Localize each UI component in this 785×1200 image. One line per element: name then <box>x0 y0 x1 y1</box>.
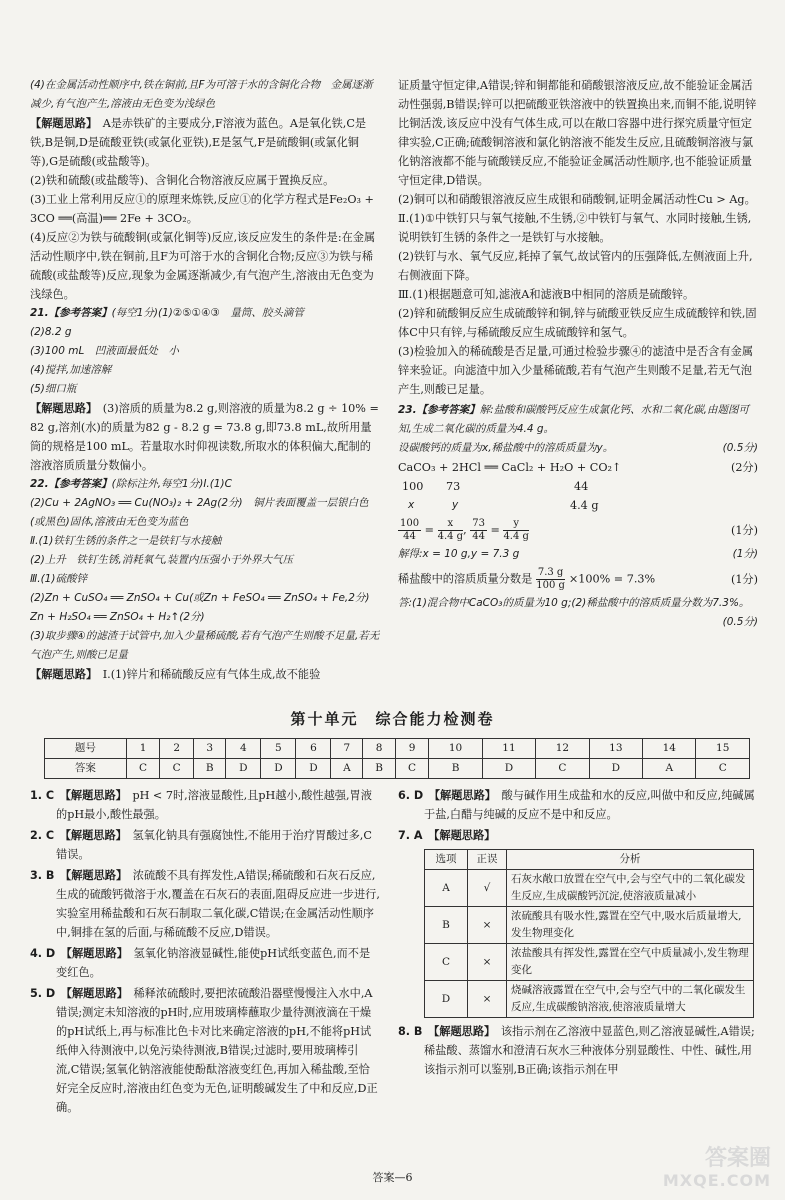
paragraph: (4)反应②为铁与硫酸铜(或氯化铜等)反应,该反应发生的条件是:在金属活动性顺序中,铁在铜前,且F为可溶于水的含铜化合物;反应③为铁与稀硫酸(或盐酸等)反应,现象为金属逐渐减少,有气泡产生,溶液由无色变为浅绿色。 <box>30 231 376 301</box>
table-header: 正误 <box>468 850 507 870</box>
question-text: 氢氧化钠具有强腐蚀性,不能用于治疗胃酸过多,C错误。 <box>56 829 372 861</box>
frac-bottom: 100 g <box>536 579 565 591</box>
paragraph: Ⅲ.(1)根据题意可知,滤液A和滤液B中相同的溶质是硫酸锌。 <box>398 288 695 301</box>
question-7 <box>398 826 758 845</box>
answer-cell: C <box>536 759 589 779</box>
q23-answer: 答:(1)混合物中CaCO₃的质量为10 g;(2)稀盐酸中的溶质质量分数为7.3%。 <box>398 597 750 609</box>
hint-tag: 【解题思路】 <box>54 789 122 802</box>
paragraph: (2)铁钉与水、氧气反应,耗掉了氧气,故试管内的压强降低,左侧液面上升,右侧液面下降。 <box>398 250 753 282</box>
answer-line: (3)100 mL 凹液面最低处 小 <box>30 345 179 357</box>
table-header: 选项 <box>425 850 468 870</box>
analysis-row <box>425 981 754 1018</box>
answer-tag: 【参考答案】 <box>48 307 112 319</box>
question-number-cell: 7 <box>331 739 363 759</box>
answer-line: (2)8.2 g <box>30 326 72 338</box>
score: (2分) <box>730 461 758 474</box>
analysis-row <box>425 944 754 981</box>
hint-text: A是赤铁矿的主要成分,F溶液为蓝色。A是氧化铁,C是铁,B是铜,D是硫酸亚铁(或氯化亚铁),E是氢气,F是硫酸铜(或氯化铜等),G是硫酸(或盐酸等)。 <box>30 117 367 168</box>
question-number-cell: 12 <box>536 739 589 759</box>
frac-bottom: 4.4 g <box>503 530 529 542</box>
verdict-cell: √ <box>468 870 507 907</box>
paragraph: (2)锌和硫酸铜反应生成硫酸锌和铜,锌与硫酸亚铁反应生成硫酸锌和铁,固体C中只有锌,与稀硫酸反应生成硫酸锌和氢气。 <box>398 307 757 339</box>
answer-line: (2)Zn + CuSO₄ ══ ZnSO₄ + Cu(或Zn + FeSO₄ ══ ZnSO₄ + Fe,2分) Zn + H₂SO₄ ══ ZnSO₄ + H₂↑(2分) <box>30 592 380 623</box>
q23-ratio: $\frac{100}{44}$ = $\frac{x}{4.4 g}$ , $\frac{73}{44}$ = $\frac{y}{4.4 g}$ (1分) <box>400 517 758 542</box>
answer-cell: D <box>226 759 261 779</box>
answer-line: (4)在金属活动性顺序中,铁在铜前,且F为可溶于水的含铜化合物 金属逐渐减少,有气泡产生,溶液由无色变为浅绿色 <box>30 79 373 110</box>
mass-value: 73 <box>446 480 461 493</box>
frac-top: 7.3 g <box>537 566 564 578</box>
mass-value: 44 <box>574 480 589 493</box>
frac-top: 100 <box>400 517 420 529</box>
question-number: 1. C <box>30 789 55 802</box>
question-item <box>30 866 380 942</box>
question-item <box>30 984 380 1117</box>
question-number-cell: 6 <box>296 739 331 759</box>
answer-cell: C <box>395 759 429 779</box>
answer-cell: B <box>193 759 225 779</box>
hint-tag: 【解题思路】 <box>54 869 122 882</box>
q23-intro: 解:盐酸和碳酸钙反应生成氯化钙、水和二氧化碳,由题图可知,生成二氧化碳的质量为4.4 g。 <box>398 404 749 435</box>
answer-cell: C <box>696 759 750 779</box>
answer-text: (每空1分)(1)②⑤①④③ 量筒、胶头滴管 <box>111 307 304 319</box>
q23-setup: 设碳酸钙的质量为x,稀盐酸中的溶质质量为y。 <box>398 442 614 454</box>
question-number: 22. <box>30 478 49 490</box>
mass-value: y <box>452 499 459 511</box>
answer-key-answers-row <box>45 759 750 779</box>
question-number: 21. <box>30 307 49 319</box>
question-number-cell: 8 <box>363 739 395 759</box>
answer-cell: D <box>261 759 296 779</box>
hint-tag: 【解题思路】 <box>30 668 92 681</box>
section-title: 第十单元 综合能力检测卷 <box>290 710 495 728</box>
question-text: 该指示剂在乙溶液中显蓝色,则乙溶液显碱性,A错误;稀盐酸、蒸馏水和澄清石灰水三种液体分别显酸性、中性、碱性,用该指示剂可以鉴别,B正确;该指示剂在甲 <box>424 1025 755 1076</box>
lower-right-column <box>398 786 758 1081</box>
hint-tag: 【解题思路】 <box>433 1025 490 1038</box>
row-label: 题号 <box>45 739 127 759</box>
watermark-url: MXQE.COM <box>662 1171 771 1190</box>
answer-cell: B <box>429 759 482 779</box>
question-text: 酸与碱作用生成盐和水的反应,叫做中和反应,纯碱属于盐,白醋与纯碱的反应不是中和反应。 <box>424 789 755 821</box>
analysis-cell: 浓盐酸具有挥发性,露置在空气中质量减小,发生物理变化 <box>507 944 754 981</box>
q23-mass-table <box>398 477 758 515</box>
score: (0.5分) <box>722 616 758 628</box>
conc-prefix: 稀盐酸中的溶质质量分数是 <box>398 572 533 585</box>
question-number-cell: 9 <box>395 739 429 759</box>
question-number-cell: 13 <box>589 739 642 759</box>
lower-left-column <box>30 786 380 1119</box>
answer-line: (3)取步骤④的滤渣于试管中,加入少量稀硫酸,若有气泡产生则酸不足量,若无气泡产生,则酸已足量 <box>30 630 380 661</box>
question-number: 3. B <box>30 869 55 882</box>
analysis-header-row <box>425 850 754 870</box>
question-number-cell: 14 <box>643 739 696 759</box>
analysis-row <box>425 870 754 907</box>
analysis-table <box>424 849 754 1018</box>
hint-tag: 【解题思路】 <box>30 117 92 130</box>
score: (1分) <box>730 523 758 537</box>
conc-suffix: ×100% = 7.3% <box>568 572 656 585</box>
left-upper-column <box>30 76 380 696</box>
hint-tag: 【解题思路】 <box>55 947 123 960</box>
verdict-cell: × <box>468 907 507 944</box>
question-number-cell: 10 <box>429 739 482 759</box>
question-number: 2. C <box>30 829 55 842</box>
question-number: 5. D <box>30 987 56 1000</box>
answer-cell: D <box>589 759 642 779</box>
option-cell: D <box>425 981 468 1018</box>
answer-line: Ⅱ.(1)铁钉生锈的条件之一是铁钉与水接触 <box>30 535 222 547</box>
answer-tag: 【参考答案】 <box>48 478 112 490</box>
q23-solve: 解得:x = 10 g,y = 7.3 g <box>398 548 520 560</box>
frac-bottom: 44 <box>403 530 416 542</box>
hint-text: Ⅰ.(1)锌片和稀硫酸反应有气体生成,故不能验 <box>91 668 321 681</box>
frac-bottom: 44 <box>472 530 485 542</box>
hint-text: (3)溶质的质量为8.2 g,则溶液的质量为8.2 g ÷ 10% = 82 g,溶剂(水)的质量为82 g - 8.2 g = 73.8 g,即73.8 mL,故所用量筒的规格是100 mL。若量取水时仰视读数,所取水的体积偏大,配制的溶液溶质质量分数偏小。 <box>30 402 379 472</box>
answer-line: Ⅲ.(1)硫酸锌 <box>30 573 87 585</box>
answer-cell: C <box>126 759 160 779</box>
paragraph: (2)铜可以和硝酸银溶液反应生成银和硝酸铜,证明金属活动性Cu > Ag。 <box>398 193 756 206</box>
question-number: 7. A <box>398 829 423 842</box>
question-answer <box>30 304 380 323</box>
page-footer: 答案—6 <box>372 1171 413 1184</box>
question-item <box>30 944 380 982</box>
question-number-cell: 11 <box>482 739 535 759</box>
hint-tag: 【解题思路】 <box>434 789 491 802</box>
paragraph: (2)铁和硫酸(或盐酸等)、含铜化合物溶液反应属于置换反应。 <box>30 174 335 187</box>
frac-bottom: 4.4 g <box>437 530 464 542</box>
answer-line: (2)上升 铁钉生锈,消耗氧气,装置内压强小于外界大气压 <box>30 554 294 566</box>
answer-key-numbers-row <box>45 739 750 759</box>
question-text: pH < 7时,溶液显酸性,且pH越小,酸性越强,胃液的pH最小,酸性最强。 <box>56 789 372 821</box>
option-cell: B <box>425 907 468 944</box>
frac-top: 73 <box>472 517 485 529</box>
mass-value: x <box>408 499 415 511</box>
answer-cell: C <box>160 759 194 779</box>
paragraph: (3)工业上常利用反应①的原理来炼铁,反应①的化学方程式是Fe₂O₃ + 3CO ══(高温)══ 2Fe + 3CO₂。 <box>30 193 374 225</box>
answer-cell: A <box>331 759 363 779</box>
question-number-cell: 1 <box>126 739 160 759</box>
mass-value: 100 <box>402 480 424 493</box>
hint-paragraph <box>30 665 380 684</box>
q23-concentration <box>398 564 758 594</box>
right-upper-text <box>398 76 758 399</box>
paragraph: (3)检验加入的稀硫酸是否足量,可通过检验步骤④的滤渣中是否含有金属锌来验证。向滤渣中加入少量稀硫酸,若有气泡产生则酸不足量,若无气泡产生,则酸已足量。 <box>398 345 754 396</box>
question-number-cell: 5 <box>261 739 296 759</box>
q23-equation: CaCO₃ + 2HCl ══ CaCl₂ + H₂O + CO₂↑ <box>398 461 622 474</box>
hint-paragraph <box>30 399 380 475</box>
answer-cell: A <box>643 759 696 779</box>
frac-top: x <box>438 518 463 531</box>
analysis-cell: 浓硫酸具有吸水性,露置在空气中,吸水后质量增大,发生物理变化 <box>507 907 754 944</box>
watermark-logo <box>663 1148 771 1192</box>
answer-line: (5)细口瓶 <box>30 383 77 395</box>
option-cell: C <box>425 944 468 981</box>
answer-text: (除标注外,每空1分)Ⅰ.(1)C <box>111 478 232 490</box>
analysis-cell: 烧碱溶液露置在空气中,会与空气中的二氧化碳发生反应,生成碳酸钠溶液,使溶液质量增大 <box>507 981 754 1018</box>
row-label: 答案 <box>45 759 127 779</box>
question-number: 6. D <box>398 789 424 802</box>
question-23 <box>398 401 758 632</box>
analysis-row <box>425 907 754 944</box>
hint-tag: 【解题思路】 <box>54 829 122 842</box>
hint-tag: 【解题思路】 <box>55 987 123 1000</box>
frac-top: y <box>503 518 528 531</box>
right-upper-column <box>398 76 758 632</box>
answer-tag: 【参考答案】 <box>416 404 480 416</box>
option-cell: A <box>425 870 468 907</box>
hint-tag: 【解题思路】 <box>433 829 496 842</box>
answer-cell: D <box>482 759 535 779</box>
paragraph: Ⅱ.(1)①中铁钉只与氧气接触,不生锈,②中铁钉与氧气、水同时接触,生锈,说明铁钉生锈的条件之一是铁钉与水接触。 <box>398 212 752 244</box>
question-number-cell: 3 <box>193 739 225 759</box>
question-number-cell: 15 <box>696 739 750 759</box>
question-number-cell: 4 <box>226 739 261 759</box>
verdict-cell: × <box>468 981 507 1018</box>
question-item <box>30 826 380 864</box>
question-number-cell: 2 <box>160 739 194 759</box>
answer-key-table <box>44 738 750 779</box>
analysis-cell: 石灰水敞口放置在空气中,会与空气中的二氧化碳发生反应,生成碳酸钙沉淀,使溶液质量减小 <box>507 870 754 907</box>
score: (1分) <box>732 548 758 560</box>
score: (0.5分) <box>722 442 758 454</box>
paragraph: 证质量守恒定律,A错误;锌和铜都能和硝酸银溶液反应,故不能验证金属活动性强弱,B错误;锌可以把硫酸亚铁溶液中的铁置换出来,而铜不能,说明锌比铜活泼,该反应中没有气体生成,可以在敞口容器中进行探究质量守恒定律实验,C正确;硫酸铜溶液和氯化钠溶液不能发生反应,且硫酸铜溶液与氯化钠溶液都不能与硫酸镁反应,不能验证金属活动性顺序,也不能验证质量守恒定律,D错误。 <box>398 79 757 187</box>
question-text: 浓硫酸不具有挥发性,A错误;稀硫酸和石灰石反应,生成的硫酸钙微溶于水,覆盖在石灰石的表面,阻碍反应进一步进行,实验室用稀盐酸和石灰石制取二氧化碳,C错误;在金属活动性顺序中,铜排在氢的后面,与稀硫酸不反应,D错误。 <box>56 869 380 939</box>
question-answer <box>30 475 380 494</box>
answer-line: (4)搅拌,加速溶解 <box>30 364 112 376</box>
answer-cell: B <box>363 759 395 779</box>
answer-line: (2)Cu + 2AgNO₃ ══ Cu(NO₃)₂ + 2Ag(2分) 铜片表面覆盖一层银白色(或黑色)固体,溶液由无色变为蓝色 <box>30 497 369 528</box>
watermark-text: 答案圈 <box>704 1146 771 1171</box>
question-text: 稀释浓硫酸时,要把浓硫酸沿器壁慢慢注入水中,A错误;测定未知溶液的pH时,应用玻璃棒蘸取少量待测液滴在干燥的pH试纸上,再与标准比色卡对比来确定溶液的pH,不能将pH试纸伸入待测液中,以免污染待测液,B错误;过滤时,要用玻璃棒引流,C错误;氢氧化钠溶液能使酚酞溶液变红色,再加入稀盐酸,至恰好完全反应时,溶液由红色变为无色,证明酸碱发生了中和反应,D正确。 <box>56 987 378 1114</box>
question-6 <box>398 786 758 824</box>
hint-tag: 【解题思路】 <box>30 402 92 415</box>
table-header: 分析 <box>507 850 754 870</box>
answer-cell: D <box>296 759 331 779</box>
question-item <box>30 786 380 824</box>
hint-paragraph <box>30 114 380 171</box>
question-text: 氢氧化钠溶液显碱性,能使pH试纸变蓝色,而不是变红色。 <box>56 947 371 979</box>
verdict-cell: × <box>468 944 507 981</box>
question-8 <box>398 1022 758 1079</box>
question-number: 4. D <box>30 947 56 960</box>
question-number: 8. B <box>398 1025 423 1038</box>
score: (1分) <box>730 572 758 586</box>
question-number: 23. <box>398 404 417 416</box>
mass-value: 4.4 g <box>570 499 599 512</box>
